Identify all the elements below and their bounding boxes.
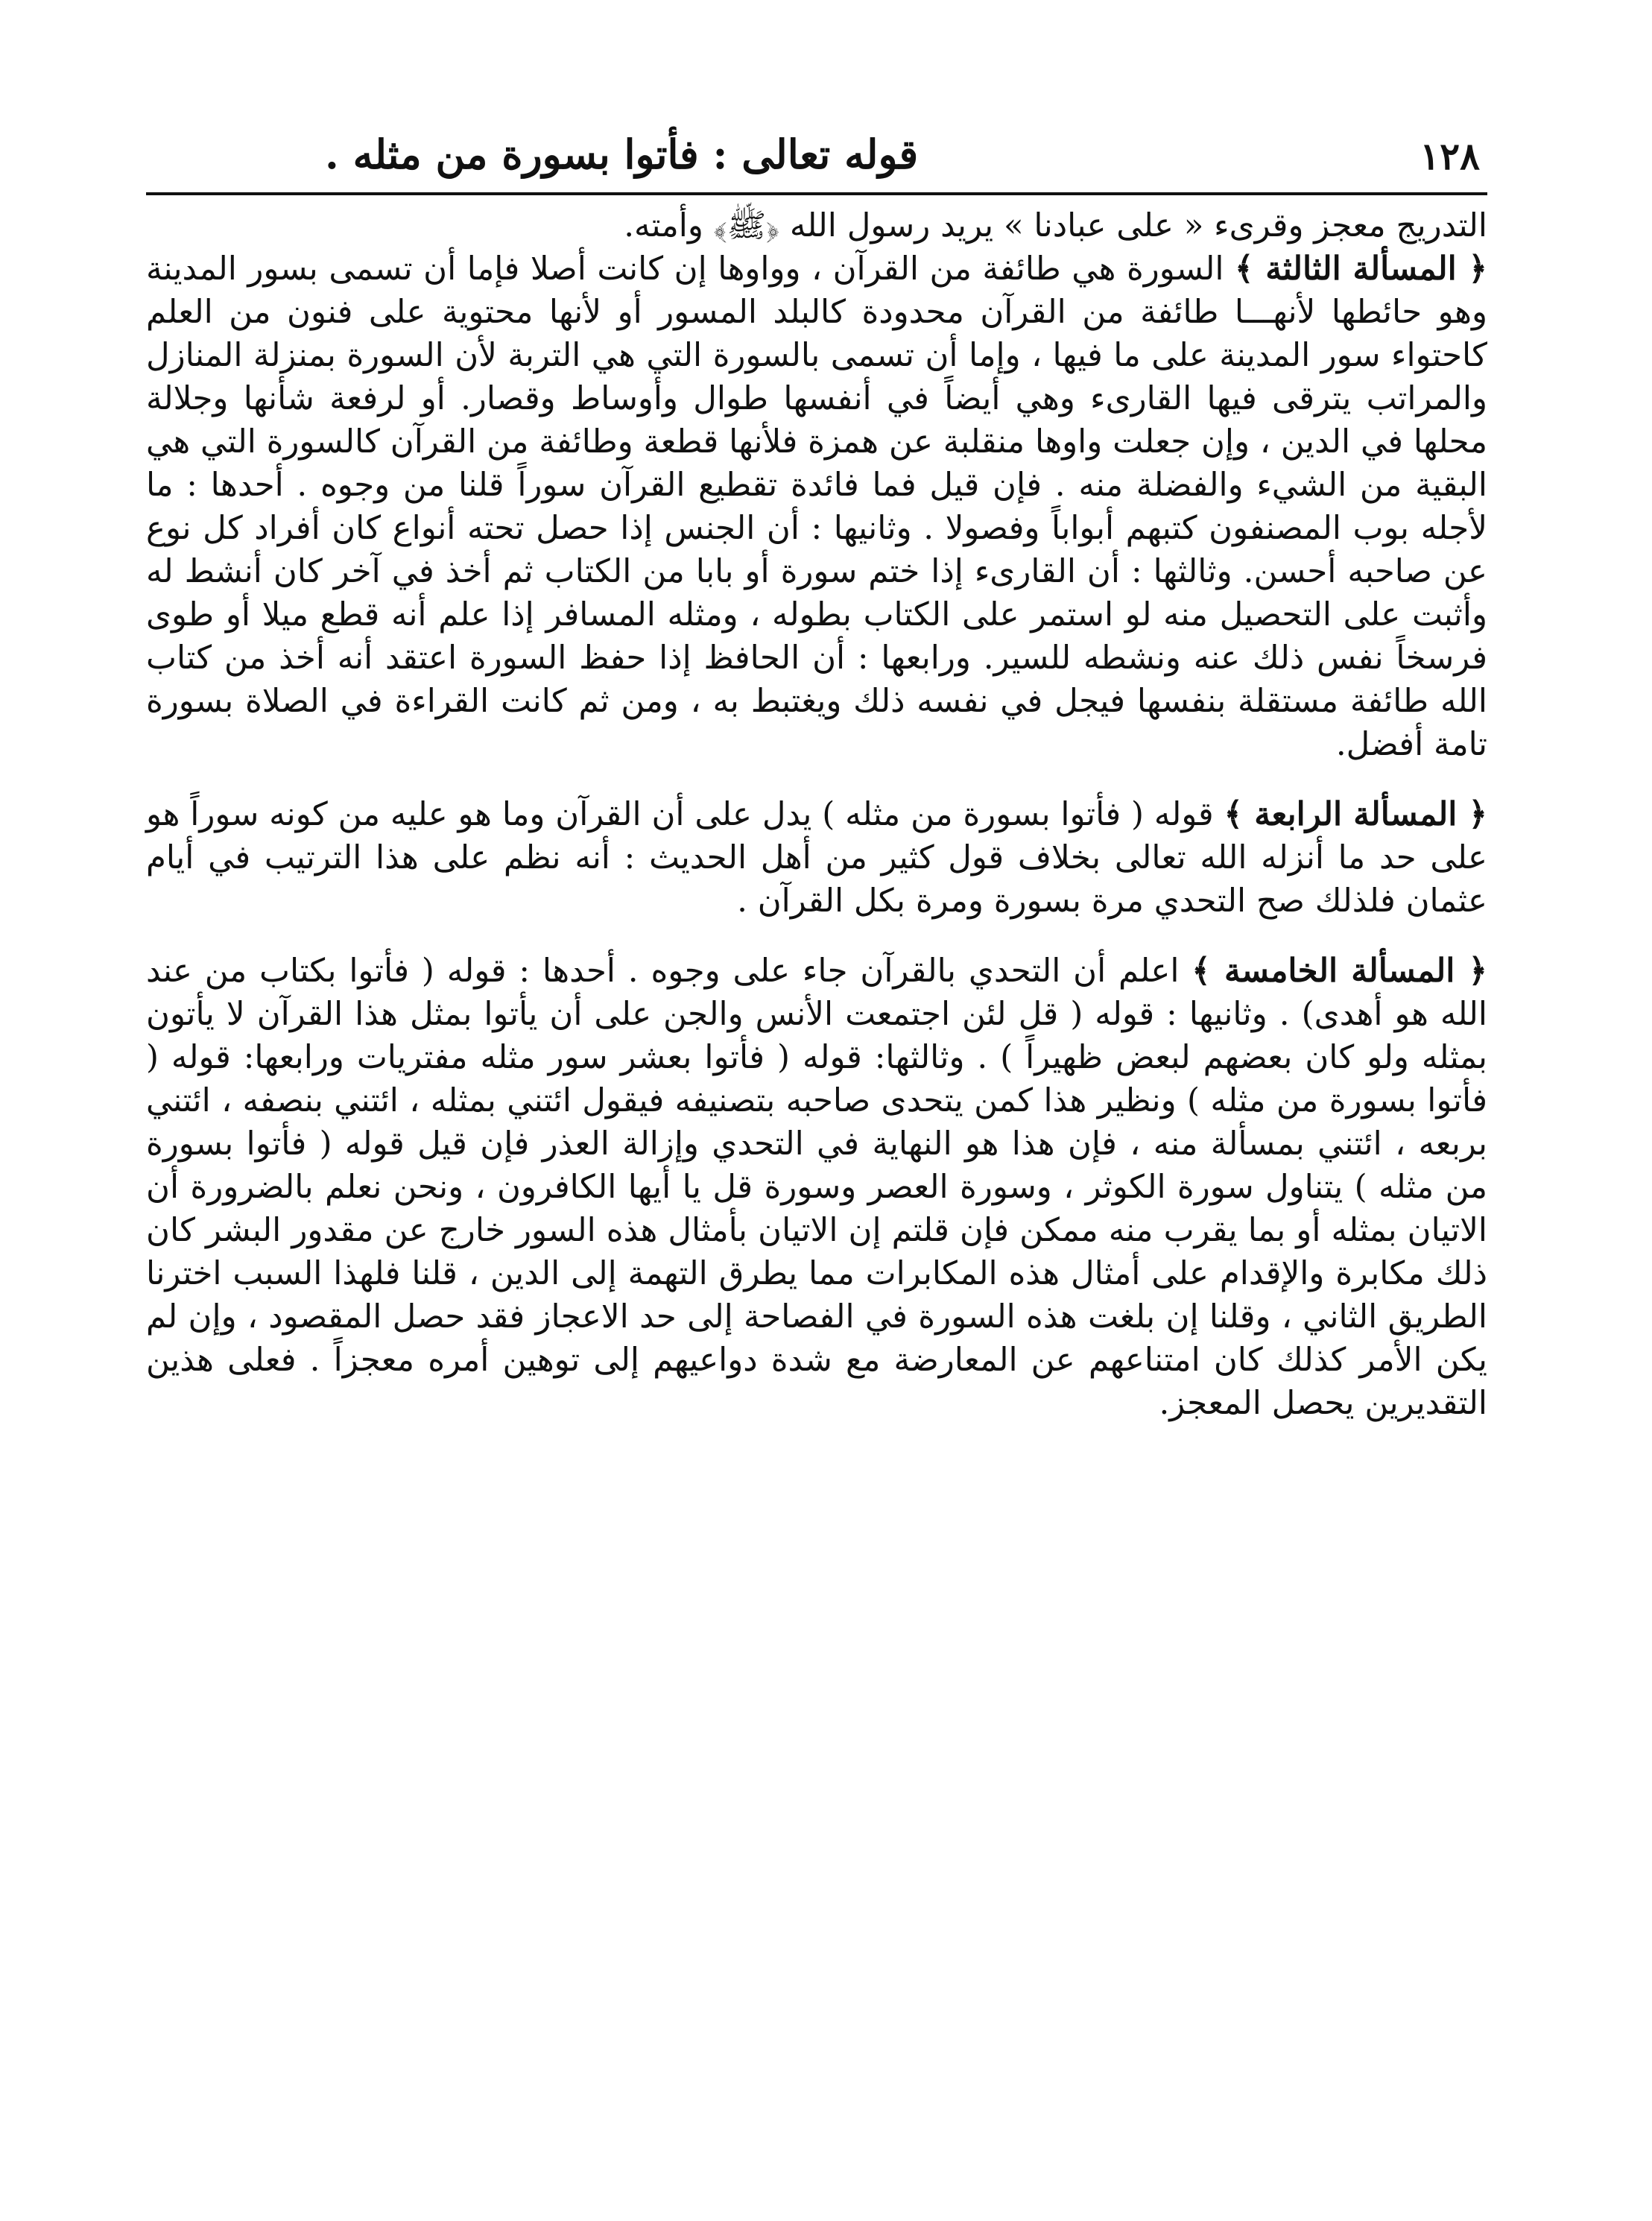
section-heading: ﴿ المسألة الخامسة ﴾	[1191, 952, 1488, 990]
paragraph-third-issue	[146, 247, 1487, 766]
paragraph-fourth-issue	[146, 793, 1487, 923]
paragraph-text: التدريج معجز وقرىء « على عبادنا » يريد رسول الله ﴿ﷺ﴾ وأمته.	[624, 207, 1487, 244]
section-heading: ﴿ المسألة الرابعة ﴾	[1224, 795, 1488, 833]
running-head	[146, 97, 1487, 179]
paragraph-text: اعلم أن التحدي بالقرآن جاء على وجوه . أحدها : قوله ( فأتوا بكتاب من عند الله هو أهدى) . وثانيها : قوله ( قل لئن اجتمعت الأنس والجن على أن يأتوا بمثل هذا القرآن لا يأتون بمثله ولو كان بعضهم لبعض ظهيراً ) . وثالثها: قوله ( فأتوا بعشر سور مثله مفتريات ورابعها: قوله ( فأتوا بسورة من مثله ) ونظير هذا كمن يتحدى صاحبه بتصنيفه فيقول ائتني بمثله ، ائتني بنصفه ، ائتني بربعه ، ائتني بمسألة منه ، فإن هذا هو النهاية في التحدي وإزالة العذر فإن قيل قوله ( فأتوا بسورة من مثله ) يتناول سورة الكوثر ، وسورة العصر وسورة قل يا أيها الكافرون ، ونحن نعلم بالضرورة أن الاتيان بمثله أو بما يقرب منه ممكن فإن قلتم إن الاتيان بأمثال هذه السور خارج عن مقدور البشر كان ذلك مكابرة والإقدام على أمثال هذه المكابرات مما يطرق التهمة إلى الدين ، قلنا فلهذا السبب اخترنا الطريق الثاني ، وقلنا إن بلغت هذه السورة في الفصاحة إلى حد الاعجاز فقد حصل المقصود ، وإن لم يكن الأمر كذلك كان امتناعهم عن المعارضة مع شدة دواعيهم إلى توهين أمره معجزاً . فعلى هذين التقديرين يحصل المعجز.	[146, 952, 1487, 1422]
running-title: قوله تعالى : فأتوا بسورة من مثله .	[325, 130, 919, 179]
paragraph-text: قوله ( فأتوا بسورة من مثله ) يدل على أن القرآن وما هو عليه من كونه سوراً هو على حد ما أنزله الله تعالى بخلاف قول كثير من أهل الحديث : أنه نظم على هذا الترتيب في أيام عثمان فلذلك صح التحدي مرة بسورة ومرة بكل القرآن .	[146, 796, 1487, 920]
body-text	[146, 204, 1487, 1425]
book-page	[146, 97, 1487, 2169]
paragraph-text: السورة هي طائفة من القرآن ، وواوها إن كانت أصلا فإما أن تسمى بسور المدينة وهو حائطها لأنهـــا طائفة من القرآن محدودة كالبلد المسور أو لأنها محتوية على فنون من العلم كاحتواء سور المدينة على ما فيها ، وإما أن تسمى بالسورة التي هي التربة لأن السورة بمنزلة المنازل والمراتب يترقى فيها القارىء وهي أيضاً في أنفسها طوال وأوساط وقصار. أو لرفعة شأنها وجلالة محلها في الدين ، وإن جعلت واوها منقلبة عن همزة فلأنها قطعة وطائفة من القرآن كالسورة التي هي البقية من الشيء والفضلة منه . فإن قيل فما فائدة تقطيع القرآن سوراً قلنا من وجوه . أحدها : ما لأجله بوب المصنفون كتبهم أبواباً وفصولا . وثانيها : أن الجنس إذا حصل تحته أنواع كان أفراد كل نوع عن صاحبه أحسن. وثالثها : أن القارىء إذا ختم سورة أو بابا من الكتاب ثم أخذ في آخر كان أنشط له وأثبت على التحصيل منه لو استمر على الكتاب بطوله ، ومثله المسافر إذا علم أنه قطع ميلا أو طوى فرسخاً نفس ذلك عنه ونشطه للسير. ورابعها : أن الحافظ إذا حفظ السورة اعتقد أنه أخذ من كتاب الله طائفة مستقلة بنفسها فيجل في نفسه ذلك ويغتبط به ، ومن ثم كانت القراءة في الصلاة بسورة تامة أفضل.	[146, 250, 1488, 763]
paragraph-continuation	[146, 204, 1487, 247]
page-number: ١٢٨	[1420, 134, 1480, 178]
section-heading: ﴿ المسألة الثالثة ﴾	[1234, 250, 1487, 288]
header-rule	[146, 192, 1487, 195]
paragraph-fifth-issue	[146, 950, 1487, 1425]
